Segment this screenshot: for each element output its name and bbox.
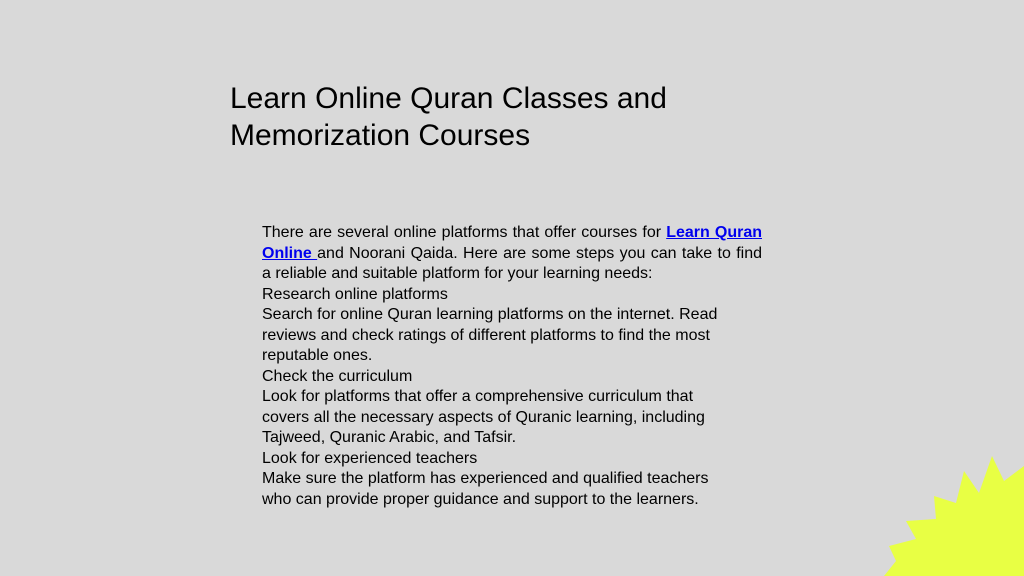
intro-paragraph bbox=[262, 223, 762, 285]
heading-research-platforms: Research online platforms bbox=[262, 285, 448, 303]
learn-quran-online-link[interactable]: Learn Quran Online bbox=[262, 224, 762, 262]
title-line-1: Learn Online Quran Classes and bbox=[230, 82, 667, 115]
starburst-decoration bbox=[884, 451, 1024, 576]
heading-check-curriculum: Check the curriculum bbox=[262, 367, 413, 385]
title-line-2: Memorization Courses bbox=[230, 119, 531, 152]
intro-text-after-link: and Noorani Qaida. Here are some steps you can take to find a reliable and suitable platform for your learning needs: bbox=[262, 244, 762, 282]
body-line: reviews and check ratings of different platforms to find the most bbox=[262, 326, 710, 344]
heading-experienced-teachers: Look for experienced teachers bbox=[262, 449, 478, 467]
intro-text-before-link: There are several online platforms that offer courses for bbox=[262, 224, 667, 241]
slide-title bbox=[230, 80, 790, 154]
body-line: Search for online Quran learning platforms on the internet. Read bbox=[262, 306, 718, 323]
body-line: Look for platforms that offer a comprehensive curriculum that bbox=[262, 388, 694, 405]
body-line: Tajweed, Quranic Arabic, and Tafsir. bbox=[262, 429, 517, 446]
body-line: covers all the necessary aspects of Quranic learning, including bbox=[262, 408, 705, 426]
body-line: Make sure the platform has experienced and qualified teachers bbox=[262, 470, 709, 487]
starburst-shape bbox=[884, 456, 1024, 576]
slide-body bbox=[262, 223, 762, 510]
body-line: who can provide proper guidance and support to the learners. bbox=[262, 490, 699, 508]
body-line: reputable ones. bbox=[262, 347, 373, 364]
